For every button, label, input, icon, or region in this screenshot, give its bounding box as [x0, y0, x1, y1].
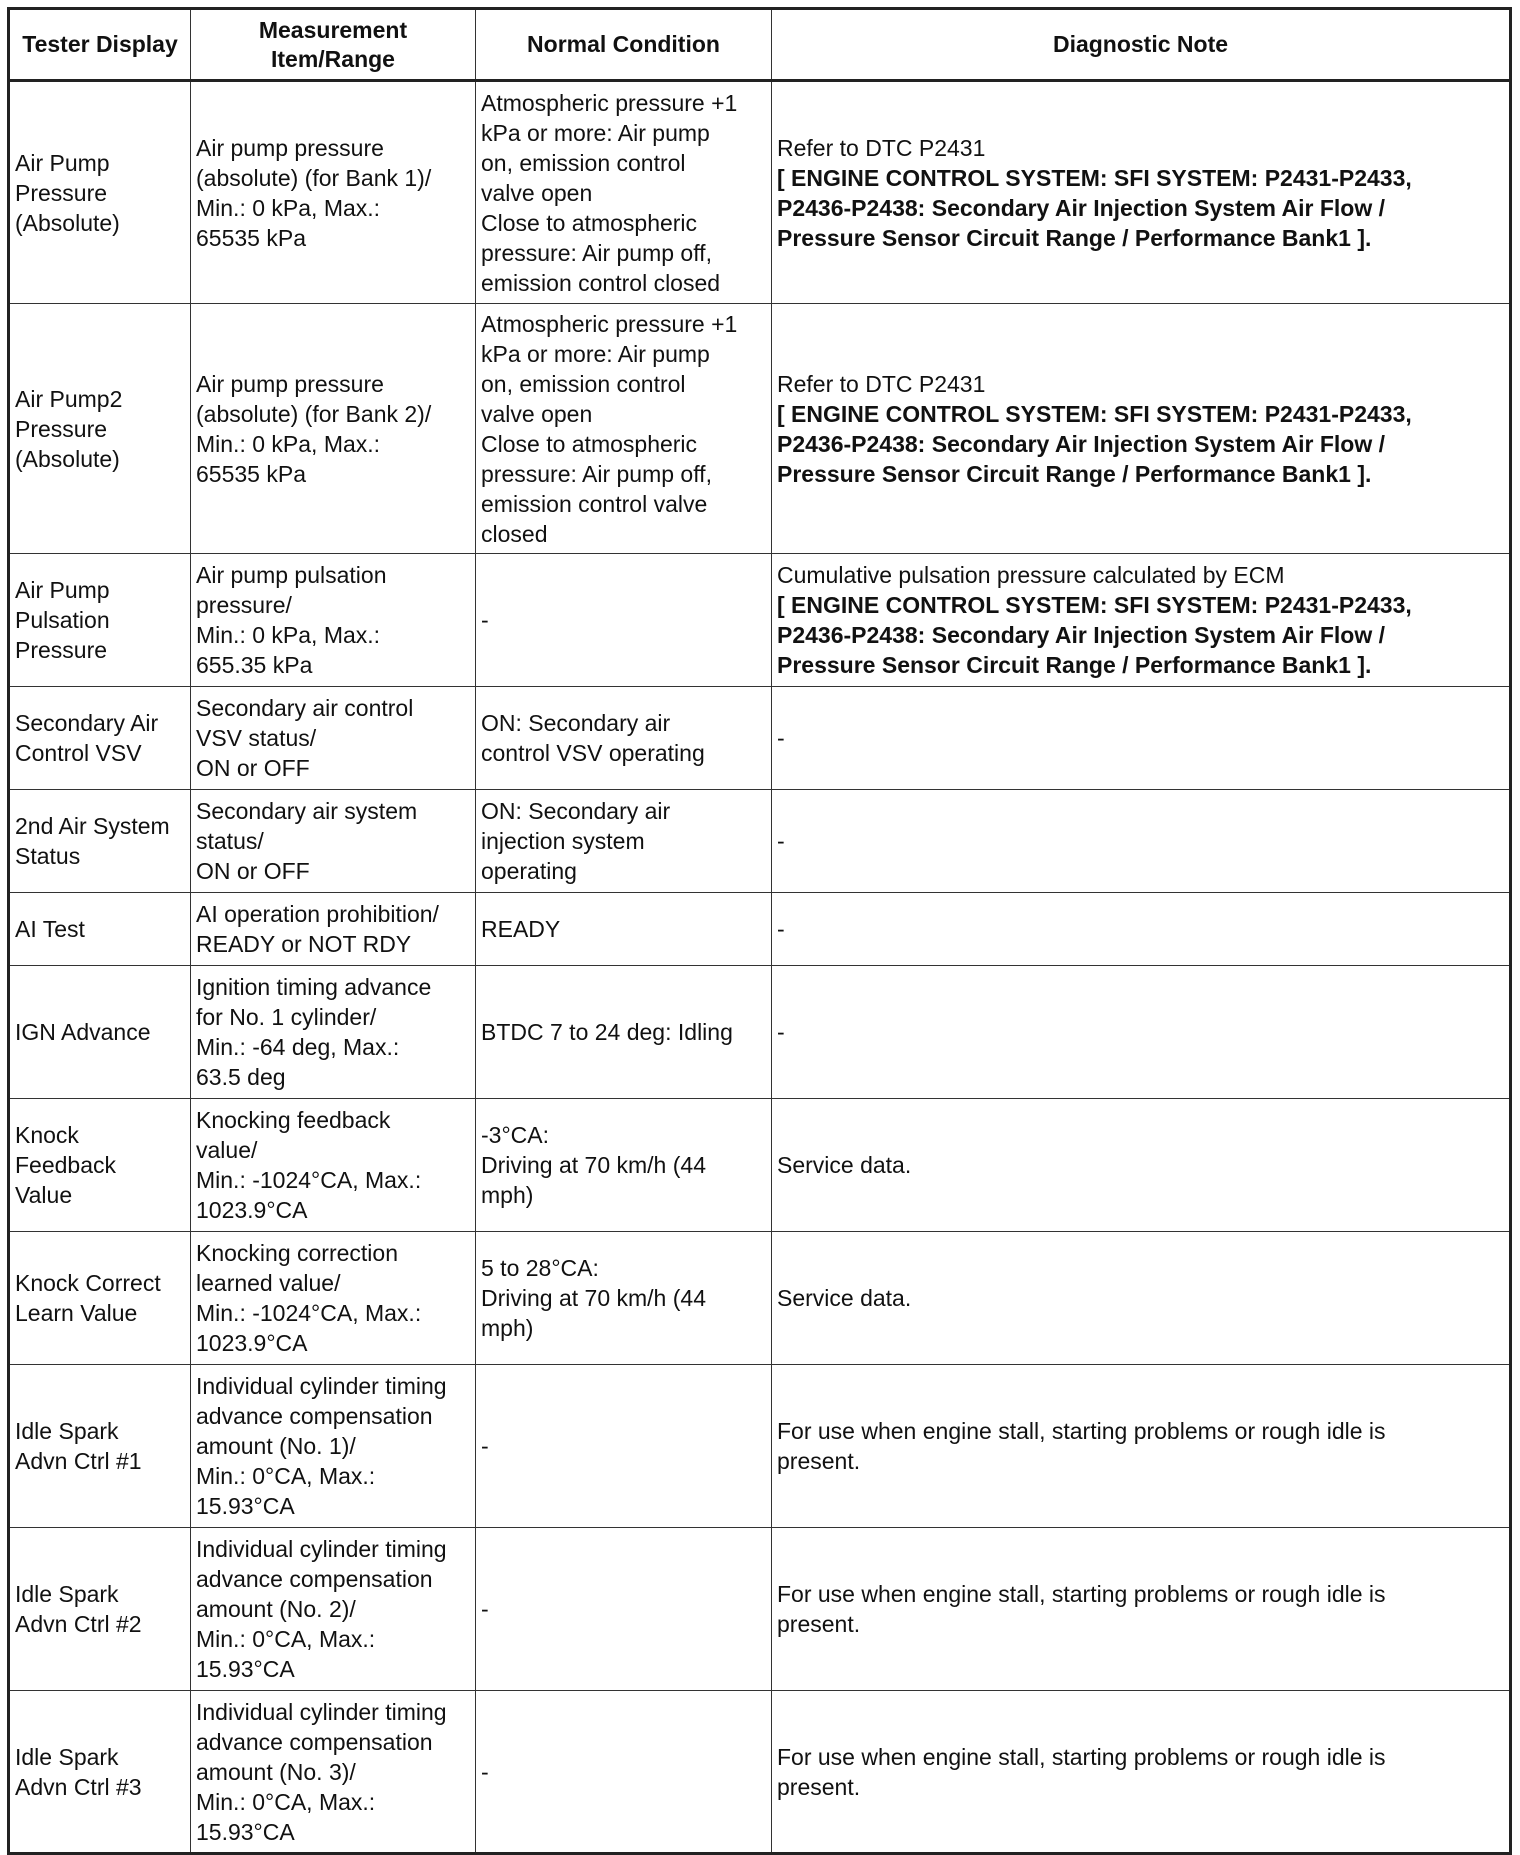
- table-row: [9, 1528, 1511, 1691]
- normal-condition-cell: Atmospheric pressure +1 kPa or more: Air pump on, emission control valve open Close to atmospheric pressure: Air pump off, emission control closed: [476, 81, 772, 304]
- table-row: [9, 1365, 1511, 1528]
- reference-link[interactable]: [ ENGINE CONTROL SYSTEM: SFI SYSTEM: P2431-P2433, P2436-P2438: Secondary Air Injection System Air Flow / Pressure Sensor Circuit Range / Performance Bank1 ].: [777, 592, 1412, 678]
- header-measurement: Measurement Item/Range: [191, 9, 476, 81]
- diagnostic-note-cell: For use when engine stall, starting problems or rough idle is present.: [772, 1691, 1511, 1854]
- table-row: [9, 1691, 1511, 1854]
- normal-condition-cell: 5 to 28°CA: Driving at 70 km/h (44 mph): [476, 1232, 772, 1365]
- tester-display-cell: Knock Correct Learn Value: [9, 1232, 191, 1365]
- table-row: [9, 1232, 1511, 1365]
- normal-condition-cell: ON: Secondary air control VSV operating: [476, 687, 772, 790]
- normal-condition-cell: ON: Secondary air injection system operating: [476, 790, 772, 893]
- table-row: [9, 1099, 1511, 1232]
- header-row: [9, 9, 1511, 81]
- diagnostic-note-cell: Cumulative pulsation pressure calculated by ECM [ ENGINE CONTROL SYSTEM: SFI SYSTEM: P2431-P2433, P2436-P2438: Secondary Air Injection System Air Flow / Pressure Sensor Circuit Range / Performance Bank1 ].: [772, 554, 1511, 687]
- diagnostic-note-cell: -: [772, 790, 1511, 893]
- table-row: [9, 893, 1511, 966]
- data-list-table: [7, 7, 1512, 1855]
- diagnostic-note-cell: Refer to DTC P2431 [ ENGINE CONTROL SYSTEM: SFI SYSTEM: P2431-P2433, P2436-P2438: Secondary Air Injection System Air Flow / Pressure Sensor Circuit Range / Performance Bank1 ].: [772, 81, 1511, 304]
- tester-display-cell: Air Pump2 Pressure (Absolute): [9, 304, 191, 554]
- diagnostic-note-cell: Service data.: [772, 1099, 1511, 1232]
- measurement-cell: Knocking feedback value/ Min.: -1024°CA, Max.: 1023.9°CA: [191, 1099, 476, 1232]
- normal-condition-cell: Atmospheric pressure +1 kPa or more: Air pump on, emission control valve open Close to atmospheric pressure: Air pump off, emission control valve closed: [476, 304, 772, 554]
- measurement-cell: Air pump pressure (absolute) (for Bank 1)/ Min.: 0 kPa, Max.: 65535 kPa: [191, 81, 476, 304]
- table-row: [9, 554, 1511, 687]
- table-row: [9, 790, 1511, 893]
- measurement-cell: Secondary air control VSV status/ ON or OFF: [191, 687, 476, 790]
- header-normal-condition: Normal Condition: [476, 9, 772, 81]
- diagnostic-note-cell: -: [772, 687, 1511, 790]
- measurement-cell: Knocking correction learned value/ Min.: -1024°CA, Max.: 1023.9°CA: [191, 1232, 476, 1365]
- diagnostic-note-cell: -: [772, 893, 1511, 966]
- measurement-cell: Individual cylinder timing advance compensation amount (No. 1)/ Min.: 0°CA, Max.: 15.93°CA: [191, 1365, 476, 1528]
- normal-condition-cell: -: [476, 1691, 772, 1854]
- measurement-cell: Individual cylinder timing advance compensation amount (No. 2)/ Min.: 0°CA, Max.: 15.93°CA: [191, 1528, 476, 1691]
- measurement-cell: Air pump pressure (absolute) (for Bank 2)/ Min.: 0 kPa, Max.: 65535 kPa: [191, 304, 476, 554]
- table-row: [9, 966, 1511, 1099]
- header-diagnostic-note: Diagnostic Note: [772, 9, 1511, 81]
- tester-display-cell: Idle Spark Advn Ctrl #2: [9, 1528, 191, 1691]
- normal-condition-cell: -: [476, 1365, 772, 1528]
- table-row: [9, 304, 1511, 554]
- normal-condition-cell: READY: [476, 893, 772, 966]
- tester-display-cell: Air Pump Pulsation Pressure: [9, 554, 191, 687]
- table-row: [9, 81, 1511, 304]
- tester-display-cell: AI Test: [9, 893, 191, 966]
- normal-condition-cell: -: [476, 1528, 772, 1691]
- tester-display-cell: Idle Spark Advn Ctrl #1: [9, 1365, 191, 1528]
- diagnostic-note-cell: -: [772, 966, 1511, 1099]
- tester-display-cell: 2nd Air System Status: [9, 790, 191, 893]
- tester-display-cell: Idle Spark Advn Ctrl #3: [9, 1691, 191, 1854]
- normal-condition-cell: BTDC 7 to 24 deg: Idling: [476, 966, 772, 1099]
- tester-display-cell: Secondary Air Control VSV: [9, 687, 191, 790]
- measurement-cell: Ignition timing advance for No. 1 cylinder/ Min.: -64 deg, Max.: 63.5 deg: [191, 966, 476, 1099]
- table-row: [9, 687, 1511, 790]
- measurement-cell: AI operation prohibition/ READY or NOT RDY: [191, 893, 476, 966]
- diagnostic-note-cell: Service data.: [772, 1232, 1511, 1365]
- measurement-cell: Individual cylinder timing advance compensation amount (No. 3)/ Min.: 0°CA, Max.: 15.93°CA: [191, 1691, 476, 1854]
- tester-display-cell: IGN Advance: [9, 966, 191, 1099]
- measurement-cell: Secondary air system status/ ON or OFF: [191, 790, 476, 893]
- reference-link[interactable]: [ ENGINE CONTROL SYSTEM: SFI SYSTEM: P2431-P2433, P2436-P2438: Secondary Air Injection System Air Flow / Pressure Sensor Circuit Range / Performance Bank1 ].: [777, 400, 1412, 487]
- measurement-cell: Air pump pulsation pressure/ Min.: 0 kPa, Max.: 655.35 kPa: [191, 554, 476, 687]
- diagnostic-note-cell: Refer to DTC P2431 [ ENGINE CONTROL SYSTEM: SFI SYSTEM: P2431-P2433, P2436-P2438: Secondary Air Injection System Air Flow / Pressure Sensor Circuit Range / Performance Bank1 ].: [772, 304, 1511, 554]
- tester-display-cell: Knock Feedback Value: [9, 1099, 191, 1232]
- normal-condition-cell: -: [476, 554, 772, 687]
- tester-display-cell: Air Pump Pressure (Absolute): [9, 81, 191, 304]
- reference-link[interactable]: [ ENGINE CONTROL SYSTEM: SFI SYSTEM: P2431-P2433, P2436-P2438: Secondary Air Injection System Air Flow / Pressure Sensor Circuit Range / Performance Bank1 ].: [777, 164, 1412, 251]
- normal-condition-cell: -3°CA: Driving at 70 km/h (44 mph): [476, 1099, 772, 1232]
- header-tester-display: Tester Display: [9, 9, 191, 81]
- diagnostic-note-cell: For use when engine stall, starting problems or rough idle is present.: [772, 1528, 1511, 1691]
- diagnostic-note-cell: For use when engine stall, starting problems or rough idle is present.: [772, 1365, 1511, 1528]
